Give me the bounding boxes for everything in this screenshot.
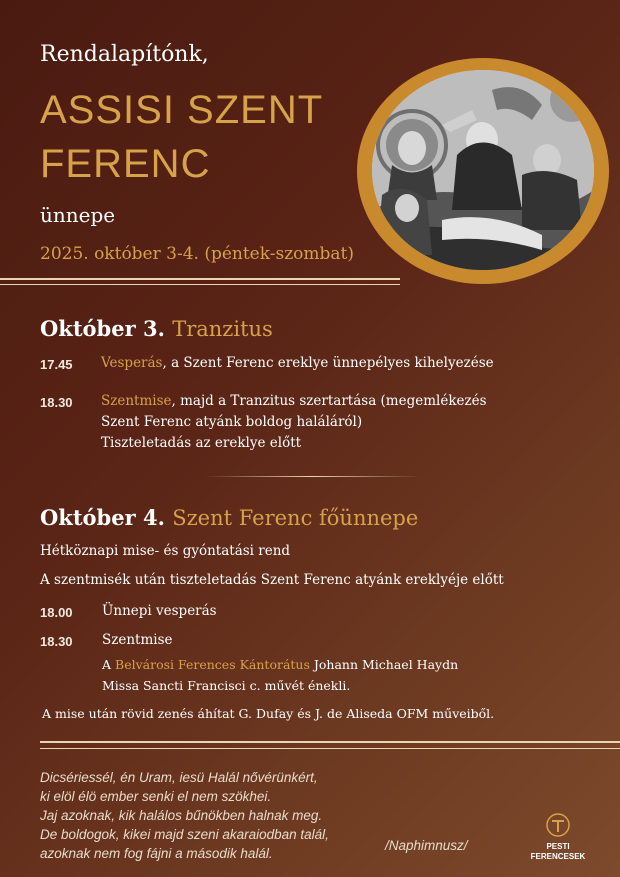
title-line-2: FERENC bbox=[40, 142, 211, 186]
choir-line2: Missa Sancti Francisci c. művét énekli. bbox=[102, 678, 351, 693]
day1-heading bbox=[40, 316, 273, 341]
hymn-source: /Naphimnusz/ bbox=[385, 838, 468, 853]
day2-item1-time: 18.00 bbox=[40, 605, 73, 620]
header-rule-bottom bbox=[0, 284, 400, 285]
day2-date: Október 4. bbox=[40, 505, 165, 530]
day1-item2-highlight: Szentmise bbox=[101, 393, 172, 409]
franciscan-logo bbox=[528, 812, 588, 862]
day1-item1-highlight: Vesperás bbox=[101, 355, 163, 371]
day1-item2-line2: Szent Ferenc atyánk boldog haláláról) bbox=[101, 414, 363, 430]
day1-item1-text bbox=[101, 353, 494, 374]
hymn-line: Dicsériessél, én Uram, iesü Halál nővérünkért, bbox=[40, 770, 318, 785]
footer-rule-bottom bbox=[40, 748, 620, 749]
day1-date: Október 3. bbox=[40, 316, 165, 341]
title-line-1: ASSISI SZENT bbox=[40, 88, 324, 132]
pre-title: Rendalapítónk, bbox=[40, 42, 209, 67]
header-rule-top bbox=[0, 278, 400, 280]
day1-item2-desc: , majd a Tranzitus szertartása (megemlékezés bbox=[171, 393, 487, 409]
day1-name: Tranzitus bbox=[172, 317, 273, 341]
event-date: 2025. október 3-4. (péntek-szombat) bbox=[40, 244, 355, 264]
day2-line1: Hétköznapi mise- és gyóntatási rend bbox=[40, 543, 291, 559]
closing-note: A mise után rövid zenés áhítat G. Dufay és J. de Aliseda OFM műveiből. bbox=[42, 706, 495, 721]
hymn-line: azoknak nem fog fájni a második halál. bbox=[40, 846, 273, 861]
day1-item2-time: 18.30 bbox=[40, 395, 73, 410]
logo-line2: FERENCESEK bbox=[530, 852, 586, 861]
hymn-line: De boldogok, kikei majd szeni akaraiodban talál, bbox=[40, 827, 329, 842]
day1-item1-time: 17.45 bbox=[40, 357, 73, 372]
choir-prefix: A bbox=[102, 657, 116, 672]
hymn-line: ki elöl élö ember senki el nem szökhei. bbox=[40, 789, 272, 804]
logo-line1: PESTI bbox=[546, 842, 570, 851]
day2-item1-highlight: Ünnepi vesperás bbox=[102, 603, 217, 619]
choir-rest: Johann Michael Haydn bbox=[309, 657, 459, 672]
day2-line2: A szentmisék után tiszteletadás Szent Ferenc atyánk ereklyéje előtt bbox=[40, 572, 504, 588]
hymn-line: Jaj azoknak, kik halálos bűnökben halnak meg. bbox=[40, 808, 323, 823]
day2-item2-time: 18.30 bbox=[40, 634, 73, 649]
choir-name: Belvárosi Ferences Kántorátus bbox=[115, 657, 310, 672]
post-title: ünnepe bbox=[40, 203, 116, 227]
day2-heading bbox=[40, 505, 418, 530]
fresco-image bbox=[372, 70, 594, 270]
tau-cross-icon bbox=[545, 812, 571, 838]
day1-item2-line3: Tiszteletadás az ereklye előtt bbox=[101, 435, 302, 451]
choir-text bbox=[102, 654, 458, 696]
day1-item1-desc: , a Szent Ferenc ereklye ünnepélyes kihelyezése bbox=[162, 355, 494, 371]
day2-item2-highlight: Szentmise bbox=[102, 632, 173, 648]
day1-item2-text bbox=[101, 391, 487, 454]
hymn-text bbox=[40, 768, 329, 863]
section-divider bbox=[205, 476, 420, 477]
footer-rule-top bbox=[40, 741, 620, 743]
day2-name: Szent Ferenc főünnepe bbox=[172, 506, 419, 530]
